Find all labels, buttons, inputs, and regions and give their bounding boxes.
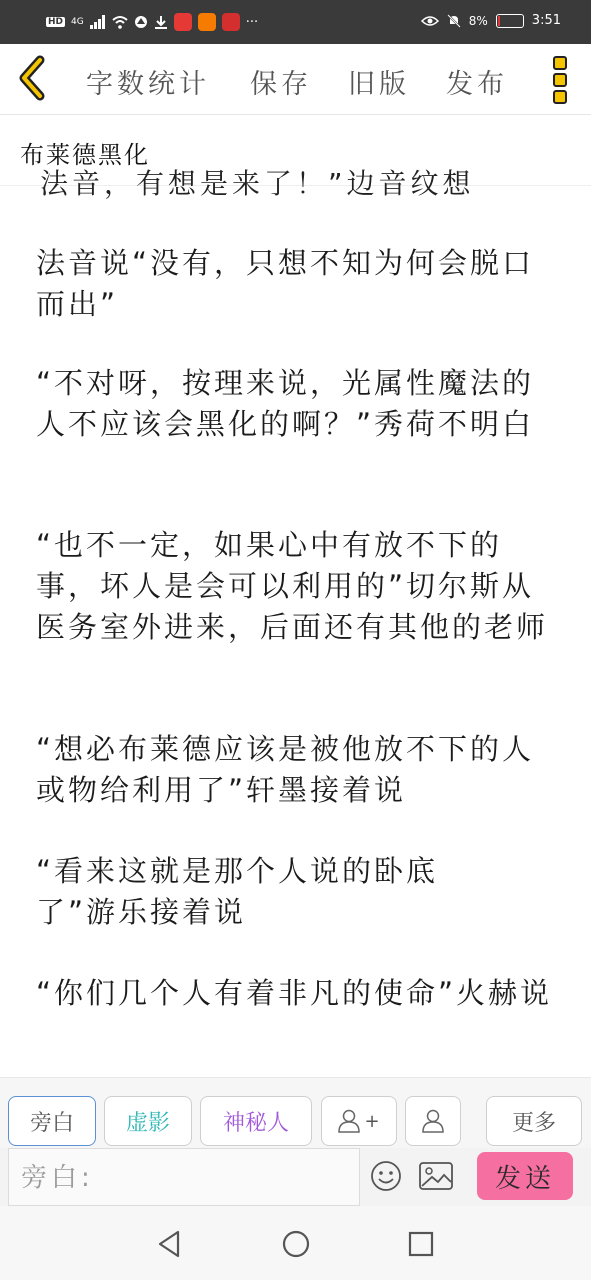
- hd-badge: HD: [48, 17, 64, 27]
- more-roles-label: 更多: [511, 1110, 556, 1136]
- emoji-icon[interactable]: [370, 1160, 402, 1192]
- save-button[interactable]: 保存: [250, 69, 312, 100]
- add-person-icon: [338, 1109, 360, 1133]
- role-selector: [0, 1077, 591, 1148]
- message-field: [8, 1148, 360, 1206]
- paragraph: “想必布莱德应该是被他放不下的人或物给利用了”轩墨接着说: [36, 732, 535, 807]
- image-icon[interactable]: [418, 1160, 454, 1192]
- mystery-chip[interactable]: [200, 1096, 312, 1146]
- clipped-line: 法音，有想是来了！”边音纹想: [40, 167, 475, 200]
- old-version-button[interactable]: 旧版: [348, 69, 410, 100]
- app-notification-icon-3: [222, 13, 240, 31]
- person-icon: [422, 1109, 444, 1133]
- paragraph: “你们几个人有着非凡的使命”火赫说: [36, 976, 553, 1010]
- paragraph: “看来这就是那个人说的卧底了”游乐接着说: [36, 854, 439, 929]
- nav-home-icon[interactable]: [280, 1228, 312, 1260]
- role-profile-button[interactable]: [405, 1096, 461, 1146]
- more-roles-button[interactable]: [486, 1096, 582, 1146]
- editor-toolbar: [0, 44, 591, 115]
- status-left: [46, 13, 258, 31]
- add-role-plus: +: [364, 1110, 380, 1132]
- message-input[interactable]: [9, 1149, 353, 1207]
- app-notification-icon-2: [198, 13, 216, 31]
- network-label: 4G: [71, 17, 84, 27]
- mute-bell-icon: [447, 14, 461, 28]
- nav-back-icon[interactable]: [154, 1228, 186, 1260]
- story-content[interactable]: [0, 167, 591, 1076]
- narration-chip[interactable]: [8, 1096, 96, 1146]
- chapter-title[interactable]: 布莱德黑化: [20, 141, 150, 169]
- app-notification-icon-1: [174, 13, 192, 31]
- composer: [0, 1148, 591, 1206]
- paragraph: 法音说“没有，只想不知为何会脱口而出”: [36, 246, 535, 321]
- wifi-icon: [112, 15, 128, 29]
- narration-chip-label: 旁白: [29, 1110, 74, 1136]
- download-icon: [154, 15, 168, 29]
- nav-recents-icon[interactable]: [405, 1228, 437, 1260]
- status-bar: [0, 0, 591, 44]
- browser-icon: [134, 15, 148, 29]
- publish-button[interactable]: 发布: [446, 69, 508, 100]
- battery-percent: 8%: [468, 13, 488, 28]
- system-nav-bar: [0, 1206, 591, 1280]
- battery-icon: [496, 14, 524, 28]
- word-count-button[interactable]: 字数统计: [86, 69, 210, 100]
- mystery-chip-label: 神秘人: [222, 1110, 289, 1136]
- phantom-chip[interactable]: [104, 1096, 192, 1146]
- phantom-chip-label: 虚影: [125, 1110, 170, 1136]
- more-notifications-icon: ···: [245, 14, 259, 30]
- add-role-button[interactable]: [321, 1096, 397, 1146]
- more-menu-icon[interactable]: [548, 54, 572, 104]
- status-right: [421, 13, 561, 28]
- paragraph: “不对呀，按理来说，光属性魔法的人不应该会黑化的啊？”秀荷不明白: [36, 366, 535, 441]
- back-arrow-icon[interactable]: [14, 56, 54, 100]
- signal-icon: [90, 15, 106, 29]
- clock: 3:51: [531, 13, 561, 28]
- paragraph: “也不一定，如果心中有放不下的事，坏人是会可以利用的”切尔斯从医务室外进来，后面还有其他的老师: [36, 528, 549, 644]
- send-button[interactable]: 发送: [477, 1152, 573, 1200]
- eye-icon: [421, 15, 439, 27]
